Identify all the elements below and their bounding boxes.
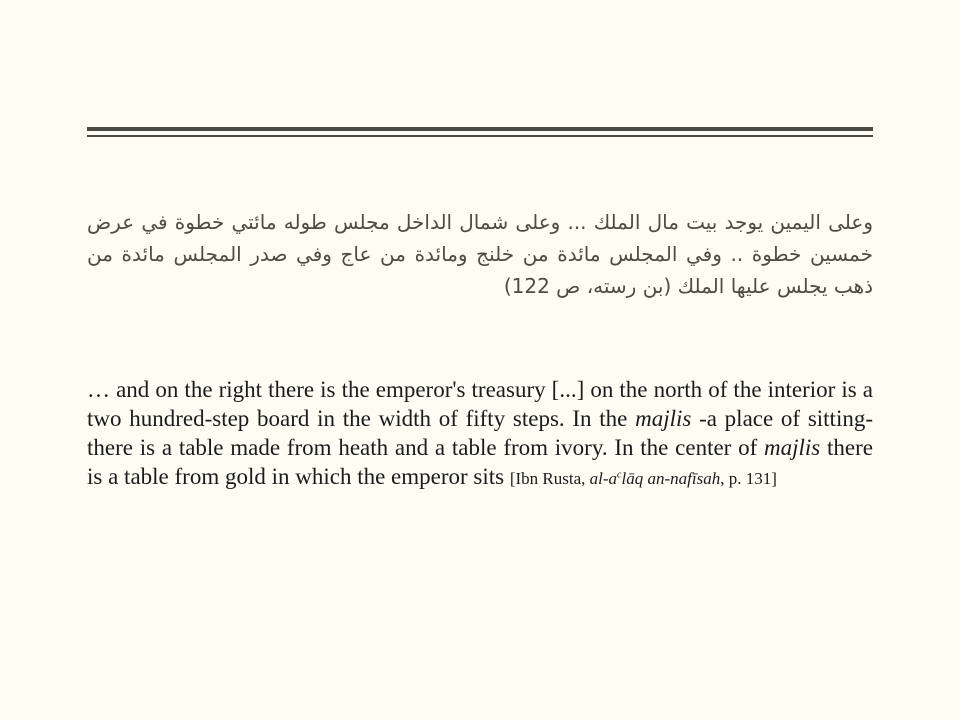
translation-text-2: -a place of sitting- there is a table made from heath and a table from ivory. In the center of	[87, 406, 873, 460]
translation-text-1: … and on the right there is the emperor's treasury [...] on the north of the interior is a two hundred-step board in the width of fifty steps. In the	[87, 377, 873, 431]
citation	[510, 469, 777, 488]
english-translation	[87, 375, 873, 493]
citation-title-b: lāq an-nafīsah	[621, 469, 721, 488]
arabic-quote: وعلى اليمين يوجد بيت مال الملك ... وعلى شمال الداخل مجلس طوله مائتي خطوة في عرض خمسين خطوة .. وفي المجلس مائدة من خلنج ومائدة من عاج وفي صدر المجلس مائدة من ذهب يجلس عليها الملك (بن رسته، ص 122)	[87, 210, 873, 298]
citation-open: [Ibn Rusta,	[509, 469, 590, 488]
translation-text-3: there is a table from gold in which the emperor sits	[87, 435, 873, 489]
citation-title-sup: c	[617, 469, 622, 481]
citation-title	[590, 469, 721, 488]
header-rule-thick	[87, 127, 873, 131]
citation-title-a: al-a	[589, 469, 618, 488]
term-majlis-2: majlis	[764, 435, 821, 460]
term-majlis-1: majlis	[635, 406, 692, 431]
citation-rest: , p. 131]	[720, 469, 777, 488]
header-rule-thin	[87, 135, 873, 137]
